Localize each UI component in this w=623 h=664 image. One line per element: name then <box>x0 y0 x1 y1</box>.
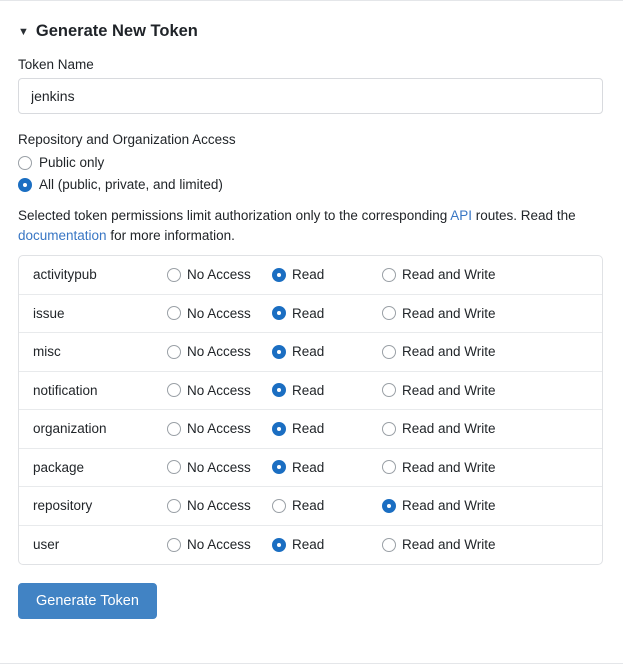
permission-option-no-access[interactable] <box>167 537 272 552</box>
generate-new-token-header[interactable] <box>18 22 605 41</box>
permission-scope-name: misc <box>33 344 61 360</box>
permission-option-label[interactable]: No Access <box>187 267 251 283</box>
permission-option-label[interactable]: Read and Write <box>402 537 496 553</box>
permission-scope-name: organization <box>33 421 107 437</box>
permission-option-read-write[interactable] <box>382 460 496 475</box>
permission-option-read[interactable] <box>272 421 382 436</box>
access-option-all[interactable] <box>18 177 605 192</box>
help-text-part3: for more information. <box>106 227 235 243</box>
permission-option-label[interactable]: Read <box>292 267 325 283</box>
radio-no-access[interactable] <box>167 306 181 320</box>
permission-option-read[interactable] <box>272 498 382 513</box>
permissions-table <box>18 255 603 565</box>
permission-option-no-access[interactable] <box>167 267 272 282</box>
radio-read-and-write[interactable] <box>382 538 396 552</box>
radio-no-access[interactable] <box>167 268 181 282</box>
permission-option-label[interactable]: Read and Write <box>402 459 496 475</box>
permission-option-label[interactable]: Read and Write <box>402 382 496 398</box>
permission-option-no-access[interactable] <box>167 344 272 359</box>
permission-option-read[interactable] <box>272 383 382 398</box>
radio-read[interactable] <box>272 538 286 552</box>
radio-read[interactable] <box>272 345 286 359</box>
radio-all[interactable] <box>18 178 32 192</box>
permission-option-no-access[interactable] <box>167 306 272 321</box>
token-name-label: Token Name <box>18 57 94 72</box>
permission-option-read-write[interactable] <box>382 421 496 436</box>
table-row <box>19 487 602 526</box>
radio-no-access[interactable] <box>167 422 181 436</box>
permission-option-no-access[interactable] <box>167 460 272 475</box>
chevron-down-icon[interactable]: ▼ <box>18 26 29 38</box>
page-title: Generate New Token <box>35 22 198 40</box>
api-link[interactable]: API <box>450 208 473 223</box>
permission-scope-name: activitypub <box>33 267 97 283</box>
token-name-input[interactable] <box>18 78 603 114</box>
permission-option-read[interactable] <box>272 537 382 552</box>
permission-option-no-access[interactable] <box>167 498 272 513</box>
radio-read[interactable] <box>272 422 286 436</box>
table-row <box>19 526 602 565</box>
permission-option-label[interactable]: Read <box>292 421 325 437</box>
permission-option-read[interactable] <box>272 344 382 359</box>
access-option-public-only[interactable] <box>18 155 605 170</box>
radio-read-and-write[interactable] <box>382 499 396 513</box>
radio-read-and-write[interactable] <box>382 268 396 282</box>
radio-no-access[interactable] <box>167 538 181 552</box>
radio-no-access[interactable] <box>167 345 181 359</box>
permission-option-label[interactable]: Read <box>292 305 325 321</box>
permission-option-label[interactable]: Read and Write <box>402 305 496 321</box>
permission-option-label[interactable]: Read <box>292 537 325 553</box>
permission-option-label[interactable]: Read <box>292 382 325 398</box>
radio-read[interactable] <box>272 383 286 397</box>
table-row <box>19 449 602 488</box>
permission-option-label[interactable]: No Access <box>187 344 251 360</box>
permission-option-label[interactable]: Read and Write <box>402 498 496 514</box>
permission-option-no-access[interactable] <box>167 421 272 436</box>
radio-read[interactable] <box>272 460 286 474</box>
permission-option-label[interactable]: No Access <box>187 459 251 475</box>
permission-option-label[interactable]: Read and Write <box>402 421 496 437</box>
permission-option-read[interactable] <box>272 306 382 321</box>
table-row <box>19 256 602 295</box>
table-row <box>19 410 602 449</box>
permission-option-label[interactable]: Read <box>292 459 325 475</box>
documentation-link[interactable]: documentation <box>18 227 107 243</box>
permission-scope-name: issue <box>33 305 65 321</box>
permission-option-label[interactable]: Read and Write <box>402 344 496 360</box>
permission-scope-name: package <box>33 459 85 475</box>
top-divider <box>0 0 623 1</box>
permission-option-label[interactable]: Read <box>292 344 325 360</box>
radio-read-and-write[interactable] <box>382 383 396 397</box>
table-row <box>19 295 602 334</box>
permission-option-label[interactable]: No Access <box>187 421 251 437</box>
permission-option-read-write[interactable] <box>382 267 496 282</box>
permission-option-read-write[interactable] <box>382 383 496 398</box>
permission-option-label[interactable]: Read and Write <box>402 267 496 283</box>
permission-option-read-write[interactable] <box>382 306 496 321</box>
generate-token-button[interactable]: Generate Token <box>18 583 157 619</box>
radio-read[interactable] <box>272 306 286 320</box>
permission-option-read-write[interactable] <box>382 498 496 513</box>
radio-read-and-write[interactable] <box>382 422 396 436</box>
permission-option-read-write[interactable] <box>382 537 496 552</box>
radio-read[interactable] <box>272 268 286 282</box>
permission-option-read-write[interactable] <box>382 344 496 359</box>
permission-option-label[interactable]: No Access <box>187 305 251 321</box>
radio-read-and-write[interactable] <box>382 306 396 320</box>
permission-option-label[interactable]: No Access <box>187 498 251 514</box>
permission-option-label[interactable]: No Access <box>187 537 251 553</box>
radio-read-and-write[interactable] <box>382 345 396 359</box>
permission-scope-name: notification <box>33 382 98 398</box>
access-option-label[interactable]: All (public, private, and limited) <box>39 177 223 192</box>
permissions-help-text <box>18 206 598 245</box>
access-option-label[interactable]: Public only <box>39 155 105 170</box>
table-row <box>19 333 602 372</box>
permission-option-read[interactable] <box>272 267 382 282</box>
table-row <box>19 372 602 411</box>
permission-option-read[interactable] <box>272 460 382 475</box>
permission-scope-name: repository <box>33 498 93 514</box>
radio-no-access[interactable] <box>167 460 181 474</box>
radio-public-only[interactable] <box>18 156 32 170</box>
radio-read-and-write[interactable] <box>382 460 396 474</box>
help-text-part2: routes. Read the <box>472 208 576 223</box>
permission-scope-name: user <box>33 537 60 553</box>
help-text-part1: Selected token permissions limit authorization only to the corresponding <box>18 208 451 223</box>
radio-no-access[interactable] <box>167 499 181 513</box>
radio-read[interactable] <box>272 499 286 513</box>
permission-option-label[interactable]: Read <box>292 498 325 514</box>
radio-no-access[interactable] <box>167 383 181 397</box>
permission-option-label[interactable]: No Access <box>187 382 251 398</box>
access-label: Repository and Organization Access <box>18 132 236 147</box>
permission-option-no-access[interactable] <box>167 383 272 398</box>
